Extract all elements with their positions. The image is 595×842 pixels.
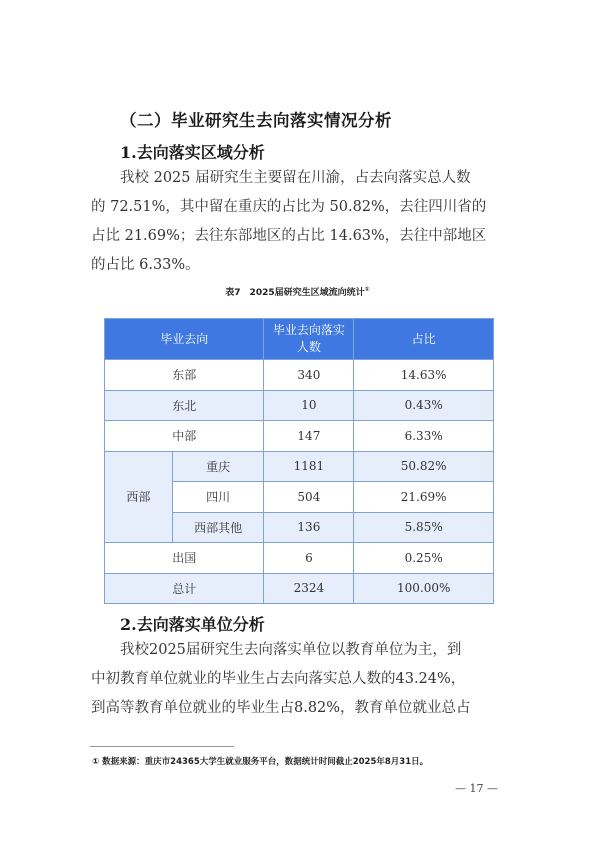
table-row (105, 360, 494, 391)
cell-ratio: 0.25% (354, 543, 494, 574)
cell-ratio: 0.43% (354, 390, 494, 421)
cell-count: 1181 (264, 451, 354, 482)
cell-region: 东北 (105, 390, 264, 421)
paragraph-line: 中初教育单位就业的毕业生占去向落实总人数的43.24%， (91, 671, 466, 687)
cell-count: 504 (264, 482, 354, 513)
cell-count: 2324 (264, 573, 354, 604)
cell-ratio: 14.63% (354, 360, 494, 391)
cell-subregion: 四川 (172, 482, 264, 513)
paragraph-line: 的 72.51%，其中留在重庆的占比为 50.82%，去往四川省的 (91, 199, 487, 215)
cell-region: 出国 (105, 543, 264, 574)
paragraph-line: 我校 2025 届研究生主要留在川渝，占去向落实总人数 (120, 170, 471, 186)
cell-subregion: 西部其他 (172, 512, 264, 543)
paragraph-line: 的占比 6.33%。 (91, 257, 200, 273)
table-header-row (105, 319, 494, 360)
table-total-row (105, 573, 494, 604)
cell-subregion: 重庆 (172, 451, 264, 482)
cell-ratio: 21.69% (354, 482, 494, 513)
table-row (105, 390, 494, 421)
table-row (105, 543, 494, 574)
cell-count: 147 (264, 421, 354, 452)
header-destination: 毕业去向 (105, 319, 264, 360)
cell-count: 10 (264, 390, 354, 421)
cell-count: 136 (264, 512, 354, 543)
section-title: （二）毕业研究生去向落实情况分析 (120, 111, 392, 130)
cell-region: 中部 (105, 421, 264, 452)
paragraph-line: 到高等教育单位就业的毕业生占8.82%，教育单位就业总占 (91, 700, 471, 716)
table-caption (0, 285, 595, 298)
subsection-title-unit: 2.去向落实单位分析 (120, 615, 265, 634)
page-number: — 17 — (455, 782, 498, 795)
footnote: ① 数据来源：重庆市24365大学生就业服务平台，数据统计时间截止2025年8月31日。 (92, 757, 429, 767)
cell-ratio: 5.85% (354, 512, 494, 543)
cell-ratio: 6.33% (354, 421, 494, 452)
cell-region-group: 西部 (105, 451, 173, 543)
table-row (105, 421, 494, 452)
cell-count: 340 (264, 360, 354, 391)
cell-ratio: 50.82% (354, 451, 494, 482)
cell-ratio: 100.00% (354, 573, 494, 604)
cell-region: 总计 (105, 573, 264, 604)
cell-region: 东部 (105, 360, 264, 391)
table-row (105, 451, 494, 482)
table-caption-text: 表7 2025届研究生区域流向统计 (225, 288, 365, 298)
cell-count: 6 (264, 543, 354, 574)
header-ratio: 占比 (354, 319, 494, 360)
paragraph-line: 我校2025届研究生去向落实单位以教育单位为主，到 (120, 642, 462, 658)
subsection-title-region: 1.去向落实区域分析 (120, 143, 265, 162)
footnote-divider (90, 746, 234, 747)
footnote-marker: ① (364, 286, 370, 293)
paragraph-line: 占比 21.69%；去往东部地区的占比 14.63%，去往中部地区 (91, 228, 487, 244)
region-flow-table (104, 318, 494, 604)
header-count: 毕业去向落实人数 (264, 319, 354, 360)
